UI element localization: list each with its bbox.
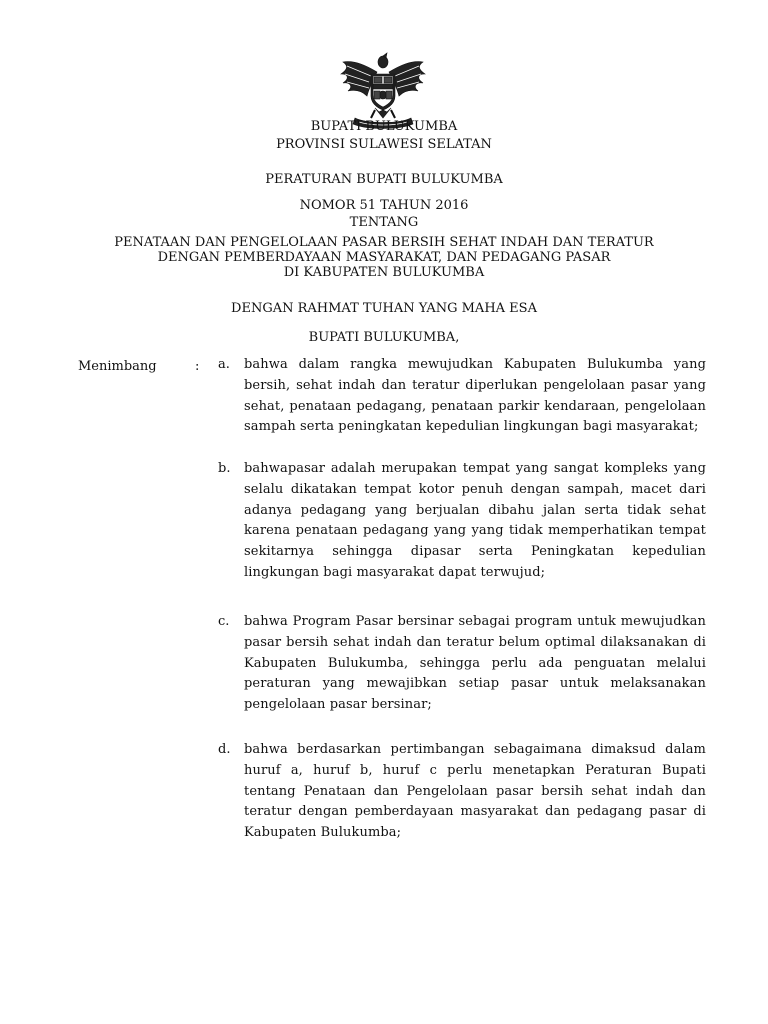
subject-line: DENGAN PEMBERDAYAAN MASYARAKAT, DAN PEDAGANG PASAR xyxy=(157,250,611,265)
regulation-number: NOMOR 51 TAHUN 2016 xyxy=(299,198,469,213)
item-letter: a. xyxy=(218,357,230,372)
issuer-lines xyxy=(60,118,708,154)
item-text: bahwa dalam rangka mewujudkan Kabupaten Bulukumba yang bersih, sehat indah dan teratur diperlukan pengelolaan pasar yang sehat, penataan pedagang, penataan parkir kendaraan, pengelolaan sampah serta peningkatan kepedulian lingkungan bagi masyarakat; xyxy=(244,357,706,435)
considering-label: Menimbang xyxy=(78,359,157,374)
item-letter: c. xyxy=(218,614,230,629)
blessing-line: DENGAN RAHMAT TUHAN YANG MAHA ESA xyxy=(231,301,537,316)
item-text: bahwa Program Pasar bersinar sebagai program untuk mewujudkan pasar bersih sehat indah dan teratur belum optimal dilaksanakan di Kabupaten Bulukumba, sehingga perlu ada penguatan melalui peraturan yang mewajibkan setiap pasar untuk melaksanakan pengelolaan pasar bersinar; xyxy=(244,614,706,713)
subject-line: PENATAAN DAN PENGELOLAAN PASAR BERSIH SEHAT INDAH DAN TERATUR xyxy=(114,235,654,250)
issuer-province: PROVINSI SULAWESI SELATAN xyxy=(276,137,492,152)
item-text: bahwa berdasarkan pertimbangan sebagaimana dimaksud dalam huruf a, huruf b, huruf c perlu menetapkan Peraturan Bupati tentang Penataan dan Pengelolaan pasar bersih sehat indah dan teratur dengan pemberdayaan masyarakat dan pedagang pasar di Kabupaten Bulukumba; xyxy=(244,742,706,841)
subject-line: DI KABUPATEN BULUKUMBA xyxy=(283,265,485,280)
considering-colon: : xyxy=(195,359,200,374)
item-letter: b. xyxy=(218,461,231,476)
regulation-title: PERATURAN BUPATI BULUKUMBA xyxy=(265,172,503,187)
authority-line: BUPATI BULUKUMBA, xyxy=(308,330,460,345)
item-letter: d. xyxy=(218,742,231,757)
regulation-subject xyxy=(60,235,708,280)
item-text: bahwapasar adalah merupakan tempat yang sangat kompleks yang selalu dikatakan tempat kotor penuh dengan sampah, macet dari adanya pedagang yang berjualan dibahu jalan serta tidak sehat karena penataan pedagang yang yang tidak memperhatikan tempat sekitarnya sehingga dipasar serta Peningkatan kepedulian lingkungan bagi masyarakat dapat terwujud; xyxy=(244,461,706,580)
issuer-title: BUPATI BULUKUMBA xyxy=(310,119,458,134)
regulation-about: TENTANG xyxy=(349,215,419,230)
